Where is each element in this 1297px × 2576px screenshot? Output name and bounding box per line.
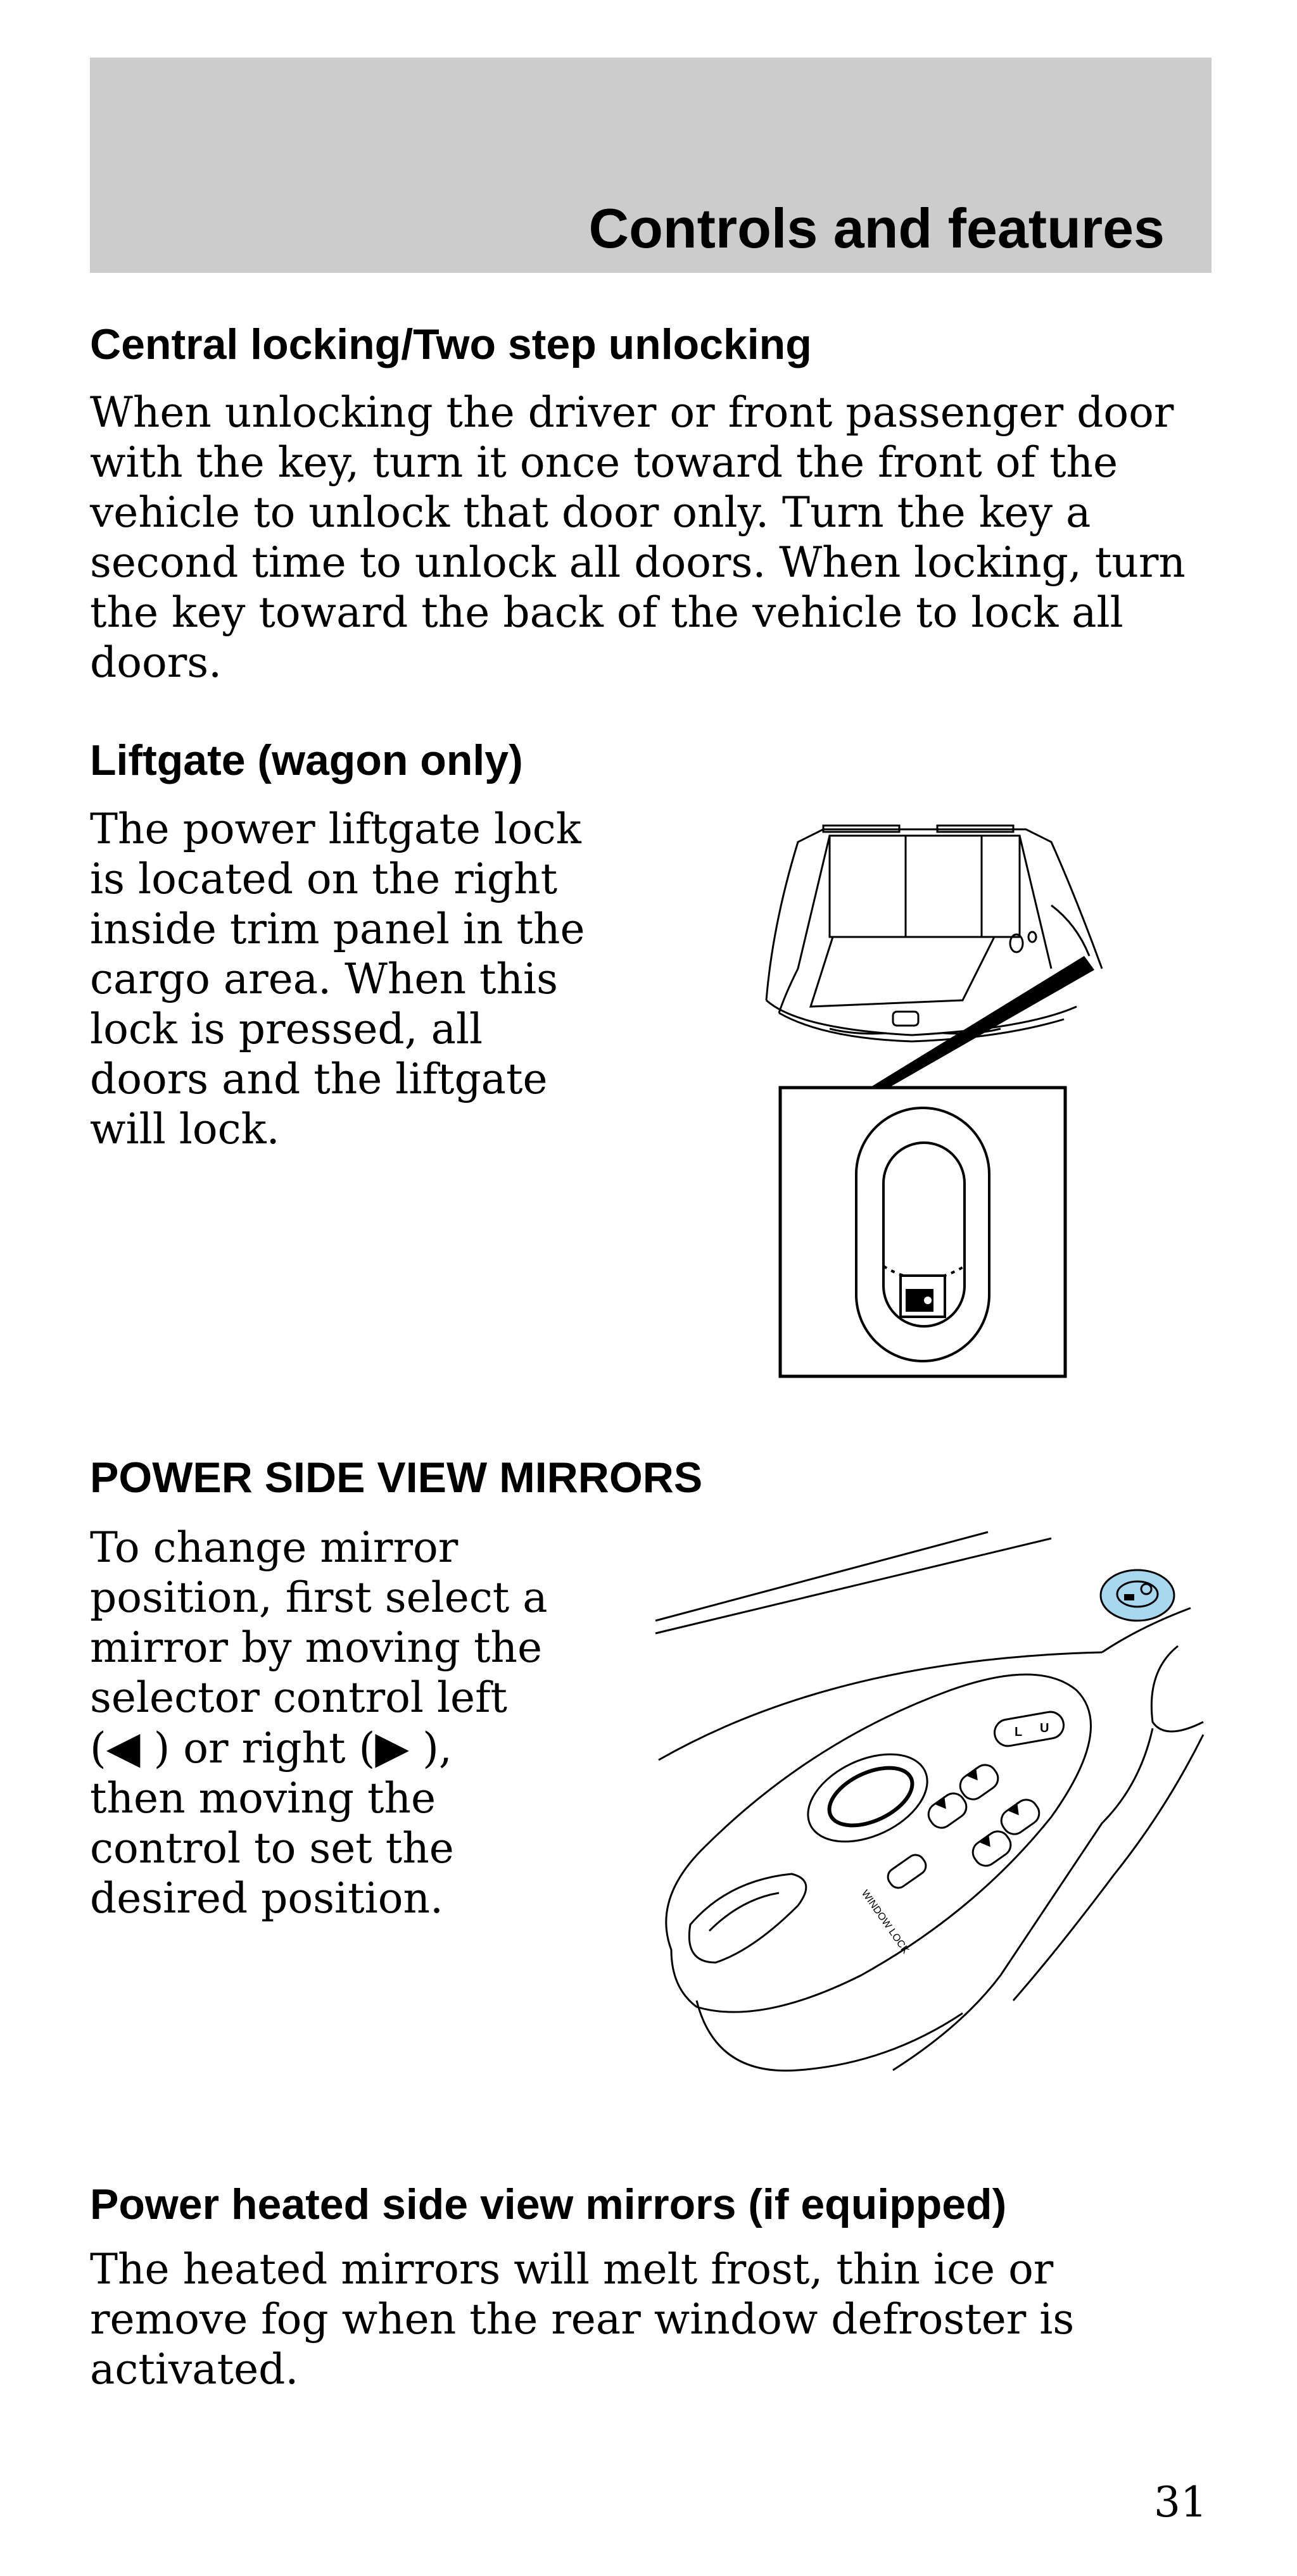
window-lock-button (885, 1852, 930, 1892)
text-line: The heated mirrors will melt frost, thin ice or (90, 2245, 1054, 2294)
paren-open: ( (90, 1724, 106, 1773)
text-line: with the key, turn it once toward the front of the (90, 438, 1118, 487)
text-line: lock is pressed, all (90, 1005, 483, 1053)
liftgate-text (90, 804, 609, 1154)
door-panel-illustration (646, 1519, 1216, 2077)
header-band (90, 58, 1212, 273)
window-switch (968, 1827, 1015, 1870)
window-switch (997, 1795, 1044, 1838)
text-line: inside trim panel in the (90, 905, 585, 953)
text-line: control to set the (90, 1824, 454, 1873)
page-title: Controls and features (588, 197, 1165, 260)
up-arrow-icon (982, 1836, 989, 1845)
text-line: selector control left (90, 1673, 508, 1722)
heated-mirrors-heading: Power heated side view mirrors (if equipped) (90, 2180, 1007, 2228)
mirror-selector-control (820, 1756, 921, 1837)
callout-frame (780, 1088, 1065, 1376)
or-right-text: ) or right ( (153, 1724, 376, 1773)
up-arrow-icon (969, 1769, 977, 1779)
text-line: cargo area. When this (90, 955, 558, 1003)
liftgate-heading: Liftgate (wagon only) (90, 736, 523, 784)
power-mirrors-heading: POWER SIDE VIEW MIRRORS (90, 1454, 703, 1502)
central-locking-heading: Central locking/Two step unlocking (90, 320, 812, 368)
text-line: second time to unlock all doors. When locking, turn (90, 538, 1186, 587)
heated-mirrors-text (90, 2244, 1212, 2394)
power-mirrors-text (90, 1523, 609, 1923)
text-line: The power liftgate lock (90, 805, 581, 853)
right-arrow-icon: ▶ (375, 1721, 410, 1773)
window-lock-label: WINDOW LOCK (859, 1888, 911, 1956)
text-line: will lock. (90, 1105, 280, 1153)
liftgate-illustration (760, 810, 1115, 1380)
text-line: doors. (90, 638, 222, 687)
left-arrow-icon: ◀ (106, 1721, 141, 1773)
text-line: is located on the right (90, 855, 558, 903)
door-lock-button (992, 1710, 1066, 1748)
mirror-control-bezel (794, 1737, 941, 1859)
latch (893, 1012, 918, 1026)
cargo-floor (811, 937, 994, 1007)
text-line: doors and the liftgate (90, 1055, 548, 1103)
mirror-switch-highlight (1101, 1570, 1174, 1621)
text-line: activated. (90, 2345, 299, 2394)
door-pull (689, 1874, 806, 1963)
text-line: then moving the (90, 1774, 436, 1823)
central-locking-text (90, 387, 1212, 688)
highlight-ellipse (1101, 1570, 1174, 1621)
up-arrow-icon (1010, 1804, 1018, 1814)
text-line: mirror by moving the (90, 1623, 543, 1672)
page-number: 31 (1154, 2478, 1207, 2527)
text-line: position, first select a (90, 1573, 548, 1622)
text-line: To change mirror (90, 1523, 459, 1572)
cargo-area-drawing (766, 826, 1102, 1041)
up-arrow-icon (937, 1798, 945, 1807)
text-line: vehicle to unlock that door only. Turn the key a (90, 488, 1091, 537)
text-line: remove fog when the rear window defroster is (90, 2295, 1075, 2344)
direction-line (90, 1723, 609, 1773)
paren-close: ), (422, 1724, 452, 1773)
text-line: desired position. (90, 1874, 443, 1923)
text-line: the key toward the back of the vehicle to lock all (90, 588, 1123, 637)
lock-letter-u: U (1040, 1721, 1049, 1735)
lock-letter-l: L (1015, 1725, 1023, 1739)
text-line: When unlocking the driver or front passenger door (90, 388, 1174, 437)
callout-pointer (868, 956, 1094, 1089)
